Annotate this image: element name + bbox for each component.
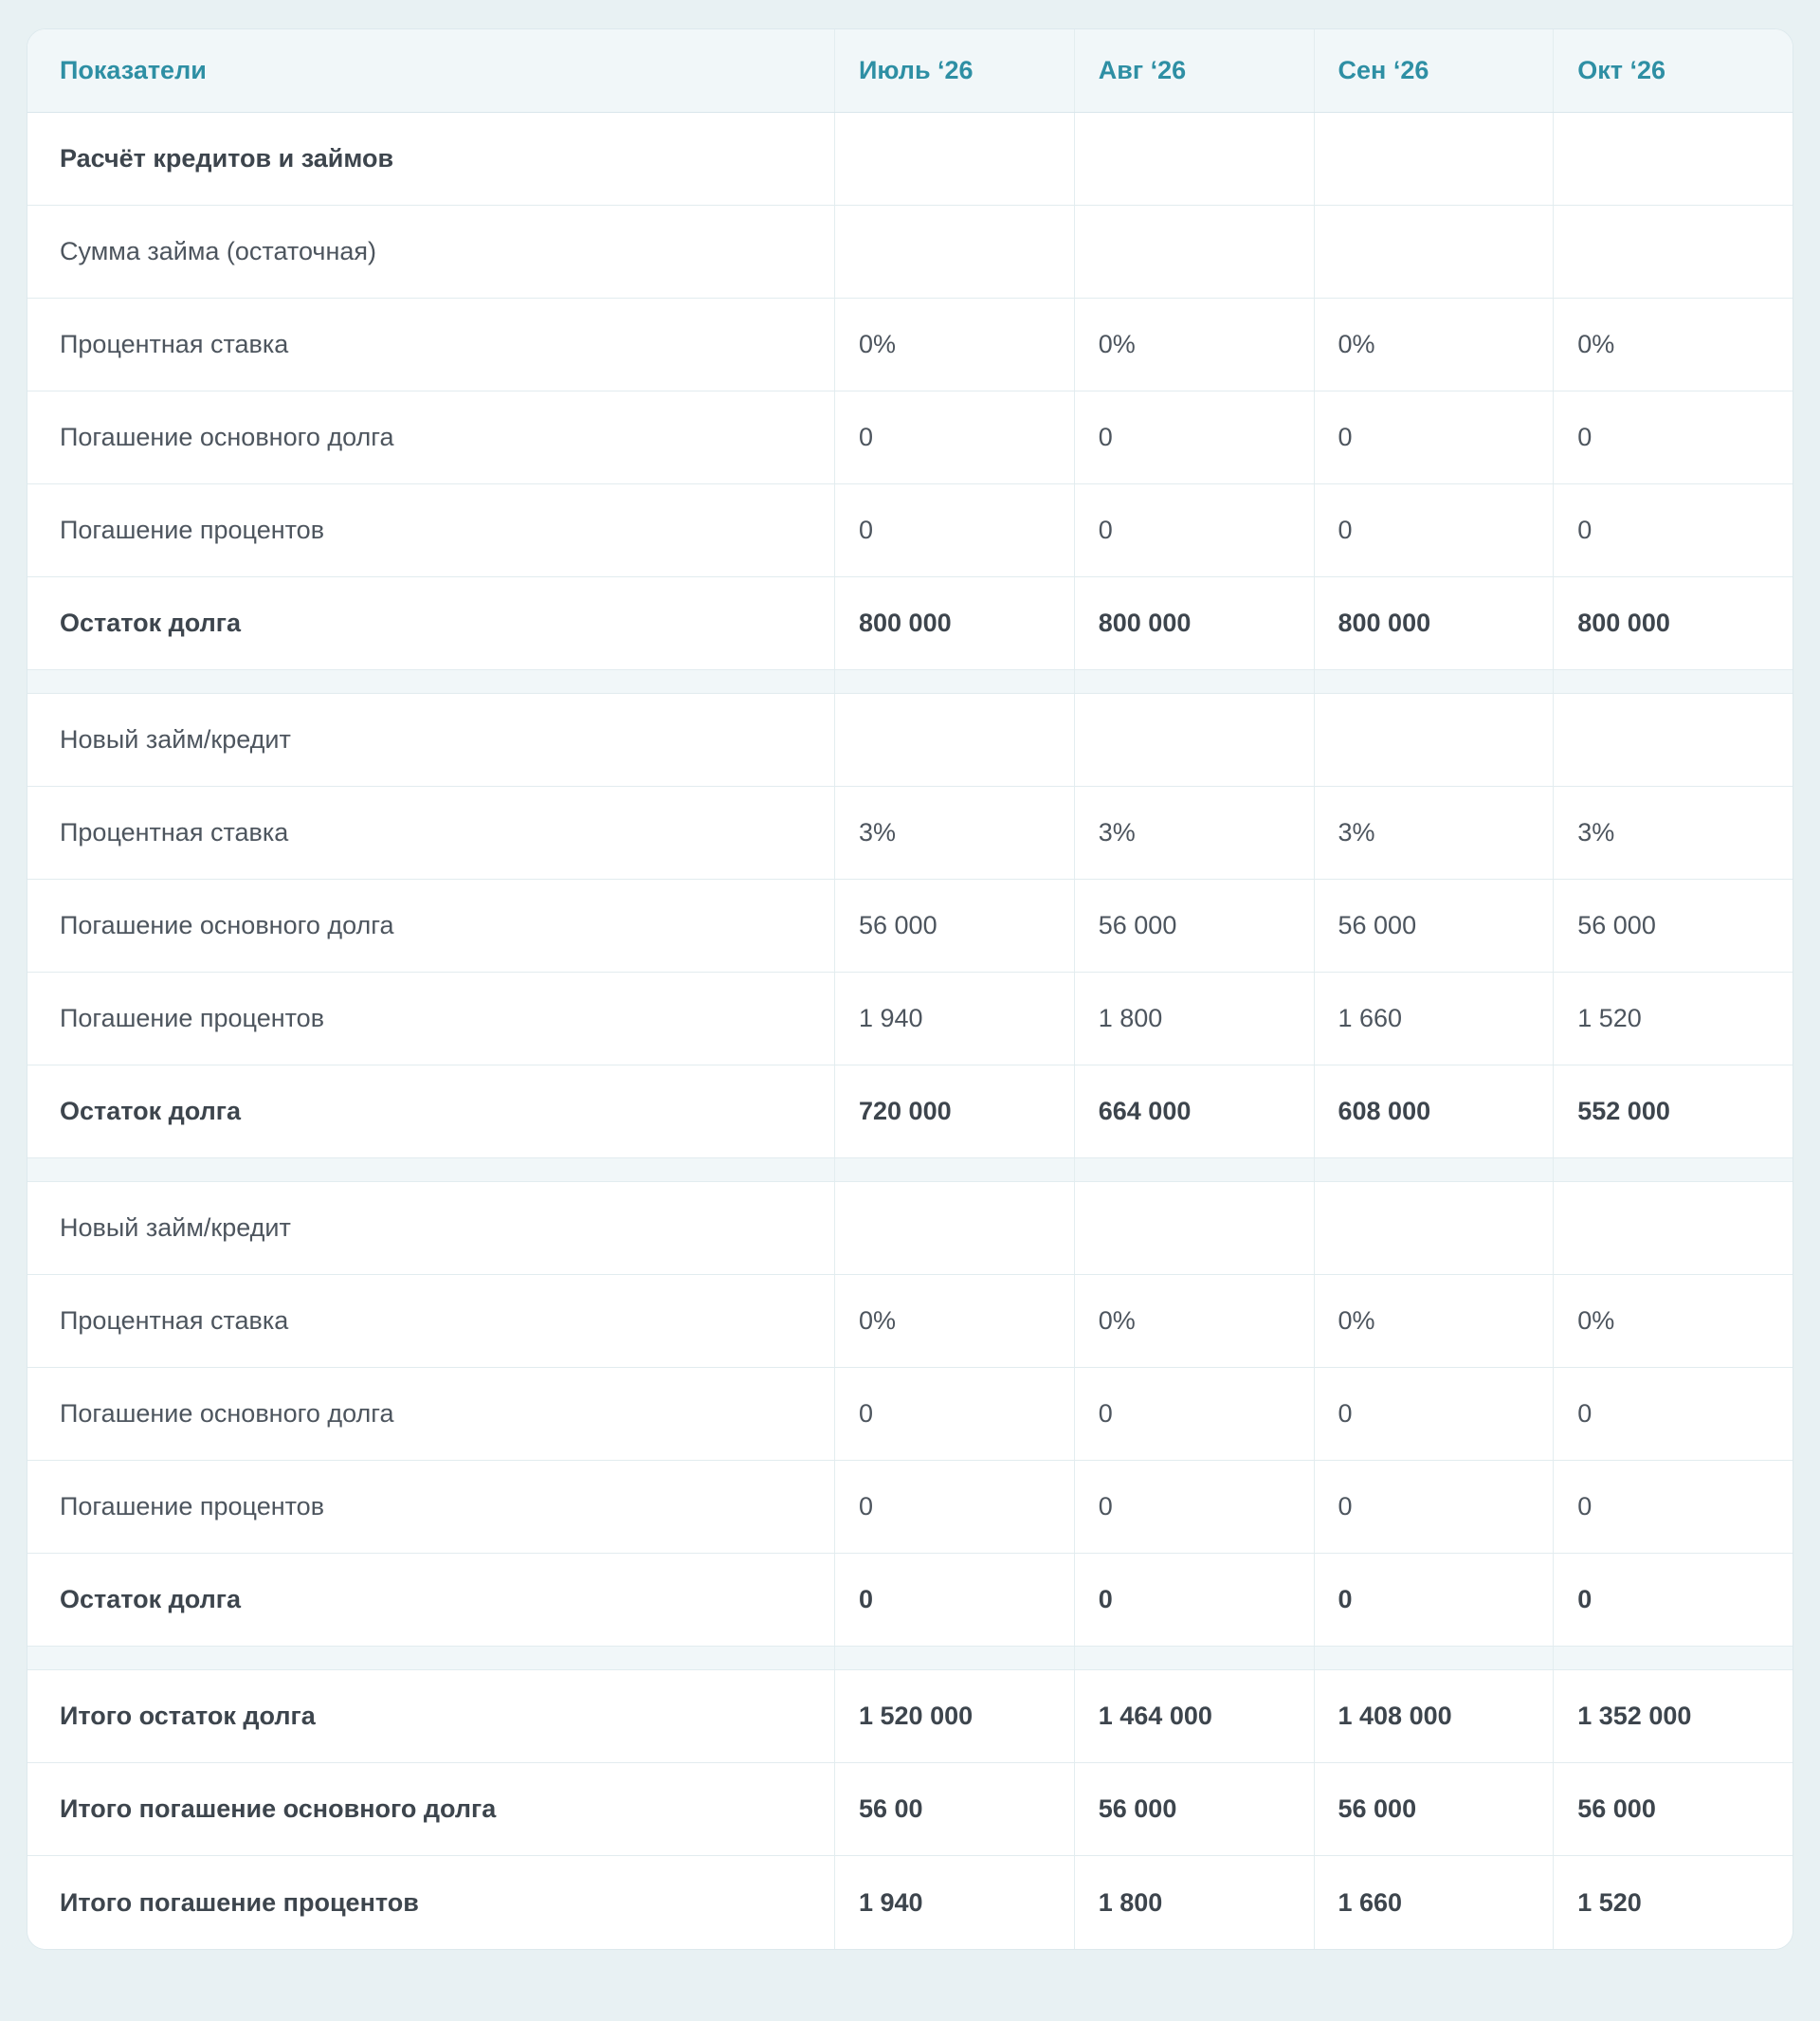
cell-value bbox=[1074, 206, 1314, 298]
cell-value: 800 000 bbox=[1074, 577, 1314, 669]
table-row bbox=[27, 1856, 1793, 1949]
cell-value: 56 000 bbox=[1553, 880, 1793, 972]
cell-value: 0% bbox=[1074, 1275, 1314, 1367]
row-label: Остаток долга bbox=[60, 609, 242, 637]
table-row bbox=[27, 1461, 1793, 1554]
cell-value: 1 940 bbox=[834, 1856, 1074, 1949]
cell-value: 56 000 bbox=[834, 880, 1074, 972]
table-row bbox=[27, 1065, 1793, 1158]
cell-value: 0 bbox=[1553, 1368, 1793, 1460]
loans-table-card bbox=[27, 28, 1793, 1950]
table-row bbox=[27, 880, 1793, 973]
cell-value bbox=[1553, 694, 1793, 786]
cell-value: 0 bbox=[1314, 1461, 1554, 1553]
cell-value bbox=[834, 113, 1074, 205]
row-label: Погашение основного долга bbox=[60, 911, 394, 939]
row-label: Погашение основного долга bbox=[60, 1399, 394, 1428]
cell-value bbox=[1074, 694, 1314, 786]
spacer-cell bbox=[1314, 670, 1554, 693]
spacer-cell bbox=[1074, 670, 1314, 693]
table-row bbox=[27, 577, 1793, 670]
spacer-cell bbox=[1314, 1647, 1554, 1669]
cell-value: 1 940 bbox=[834, 973, 1074, 1065]
cell-value: 56 000 bbox=[1314, 880, 1554, 972]
section-spacer-row bbox=[27, 1647, 1793, 1670]
cell-value: 664 000 bbox=[1074, 1065, 1314, 1157]
cell-value: 0% bbox=[1314, 299, 1554, 391]
cell-value bbox=[834, 1182, 1074, 1274]
row-label: Погашение основного долга bbox=[60, 423, 394, 451]
spacer-cell bbox=[27, 670, 834, 693]
table-row bbox=[27, 391, 1793, 484]
row-label: Новый займ/кредит bbox=[60, 1213, 291, 1242]
row-label: Процентная ставка bbox=[60, 818, 289, 847]
cell-value: 0 bbox=[834, 484, 1074, 576]
spacer-cell bbox=[27, 1158, 834, 1181]
cell-value: 0 bbox=[834, 1461, 1074, 1553]
cell-value: 0 bbox=[1074, 1461, 1314, 1553]
table-row bbox=[27, 1275, 1793, 1368]
cell-value: 800 000 bbox=[834, 577, 1074, 669]
table-body bbox=[27, 113, 1793, 1949]
header-month-september: Сен ‘26 bbox=[1314, 29, 1554, 112]
cell-value: 0% bbox=[834, 299, 1074, 391]
spacer-cell bbox=[834, 1158, 1074, 1181]
cell-value: 56 000 bbox=[1553, 1763, 1793, 1855]
cell-value: 56 00 bbox=[834, 1763, 1074, 1855]
cell-value: 0% bbox=[1553, 1275, 1793, 1367]
row-label: Новый займ/кредит bbox=[60, 725, 291, 754]
spacer-cell bbox=[834, 1647, 1074, 1669]
spacer-cell bbox=[834, 670, 1074, 693]
cell-value: 0 bbox=[1553, 484, 1793, 576]
table-row bbox=[27, 787, 1793, 880]
row-label: Остаток долга bbox=[60, 1585, 242, 1613]
cell-value: 0% bbox=[1074, 299, 1314, 391]
cell-value: 0 bbox=[1314, 484, 1554, 576]
row-label: Процентная ставка bbox=[60, 1306, 289, 1335]
table-row bbox=[27, 1368, 1793, 1461]
row-label: Расчёт кредитов и займов bbox=[60, 144, 394, 173]
cell-value: 1 464 000 bbox=[1074, 1670, 1314, 1762]
header-month-july: Июль ‘26 bbox=[834, 29, 1074, 112]
cell-value: 0 bbox=[1553, 391, 1793, 483]
spacer-cell bbox=[1553, 1158, 1793, 1181]
cell-value: 1 520 000 bbox=[834, 1670, 1074, 1762]
table-row bbox=[27, 1670, 1793, 1763]
row-label: Процентная ставка bbox=[60, 330, 289, 358]
cell-value: 3% bbox=[1553, 787, 1793, 879]
cell-value: 3% bbox=[1314, 787, 1554, 879]
cell-value: 0 bbox=[834, 1368, 1074, 1460]
cell-value: 1 660 bbox=[1314, 973, 1554, 1065]
cell-value: 0% bbox=[1314, 1275, 1554, 1367]
row-label: Погашение процентов bbox=[60, 1492, 325, 1520]
spacer-cell bbox=[1074, 1158, 1314, 1181]
table-row bbox=[27, 694, 1793, 787]
cell-value: 0 bbox=[834, 1554, 1074, 1646]
cell-value: 800 000 bbox=[1314, 577, 1554, 669]
cell-value: 0% bbox=[834, 1275, 1074, 1367]
header-month-october: Окт ‘26 bbox=[1553, 29, 1793, 112]
cell-value: 1 800 bbox=[1074, 973, 1314, 1065]
cell-value: 3% bbox=[834, 787, 1074, 879]
spacer-cell bbox=[1074, 1647, 1314, 1669]
cell-value bbox=[834, 694, 1074, 786]
spacer-cell bbox=[27, 1647, 834, 1669]
cell-value: 0 bbox=[1314, 391, 1554, 483]
table-row bbox=[27, 206, 1793, 299]
row-label: Итого остаток долга bbox=[60, 1702, 316, 1730]
cell-value: 1 352 000 bbox=[1553, 1670, 1793, 1762]
cell-value bbox=[834, 206, 1074, 298]
table-row bbox=[27, 1763, 1793, 1856]
spacer-cell bbox=[1553, 670, 1793, 693]
cell-value: 1 520 bbox=[1553, 973, 1793, 1065]
cell-value: 1 520 bbox=[1553, 1856, 1793, 1949]
table-row bbox=[27, 484, 1793, 577]
cell-value: 0 bbox=[1074, 1554, 1314, 1646]
cell-value: 1 800 bbox=[1074, 1856, 1314, 1949]
cell-value: 0 bbox=[1074, 484, 1314, 576]
cell-value: 608 000 bbox=[1314, 1065, 1554, 1157]
cell-value bbox=[1314, 206, 1554, 298]
cell-value: 56 000 bbox=[1074, 880, 1314, 972]
cell-value: 720 000 bbox=[834, 1065, 1074, 1157]
row-label: Сумма займа (остаточная) bbox=[60, 237, 376, 265]
table-row bbox=[27, 1182, 1793, 1275]
cell-value: 1 408 000 bbox=[1314, 1670, 1554, 1762]
cell-value: 0 bbox=[1314, 1368, 1554, 1460]
row-label: Остаток долга bbox=[60, 1097, 242, 1125]
table-row bbox=[27, 299, 1793, 391]
cell-value bbox=[1553, 1182, 1793, 1274]
cell-value bbox=[1314, 694, 1554, 786]
spacer-cell bbox=[1314, 1158, 1554, 1181]
cell-value: 552 000 bbox=[1553, 1065, 1793, 1157]
cell-value bbox=[1074, 113, 1314, 205]
spacer-cell bbox=[1553, 1647, 1793, 1669]
row-label: Погашение процентов bbox=[60, 1004, 325, 1032]
cell-value: 800 000 bbox=[1553, 577, 1793, 669]
cell-value bbox=[1314, 1182, 1554, 1274]
section-spacer-row bbox=[27, 670, 1793, 694]
cell-value: 56 000 bbox=[1074, 1763, 1314, 1855]
cell-value bbox=[1314, 113, 1554, 205]
cell-value: 56 000 bbox=[1314, 1763, 1554, 1855]
cell-value: 1 660 bbox=[1314, 1856, 1554, 1949]
table-row bbox=[27, 973, 1793, 1065]
cell-value: 0 bbox=[1553, 1461, 1793, 1553]
table-row bbox=[27, 113, 1793, 206]
cell-value bbox=[1074, 1182, 1314, 1274]
cell-value: 0% bbox=[1553, 299, 1793, 391]
cell-value: 3% bbox=[1074, 787, 1314, 879]
header-indicators: Показатели bbox=[60, 56, 207, 84]
cell-value: 0 bbox=[1074, 1368, 1314, 1460]
cell-value bbox=[1553, 113, 1793, 205]
section-spacer-row bbox=[27, 1158, 1793, 1182]
table-row bbox=[27, 1554, 1793, 1647]
row-label: Итого погашение процентов bbox=[60, 1887, 419, 1917]
cell-value: 0 bbox=[1553, 1554, 1793, 1646]
cell-value: 0 bbox=[1074, 391, 1314, 483]
cell-value: 0 bbox=[1314, 1554, 1554, 1646]
row-label: Погашение процентов bbox=[60, 516, 325, 544]
row-label: Итого погашение основного долга bbox=[60, 1794, 497, 1823]
cell-value bbox=[1553, 206, 1793, 298]
table-header-row bbox=[27, 29, 1793, 113]
cell-value: 0 bbox=[834, 391, 1074, 483]
header-month-august: Авг ‘26 bbox=[1074, 29, 1314, 112]
